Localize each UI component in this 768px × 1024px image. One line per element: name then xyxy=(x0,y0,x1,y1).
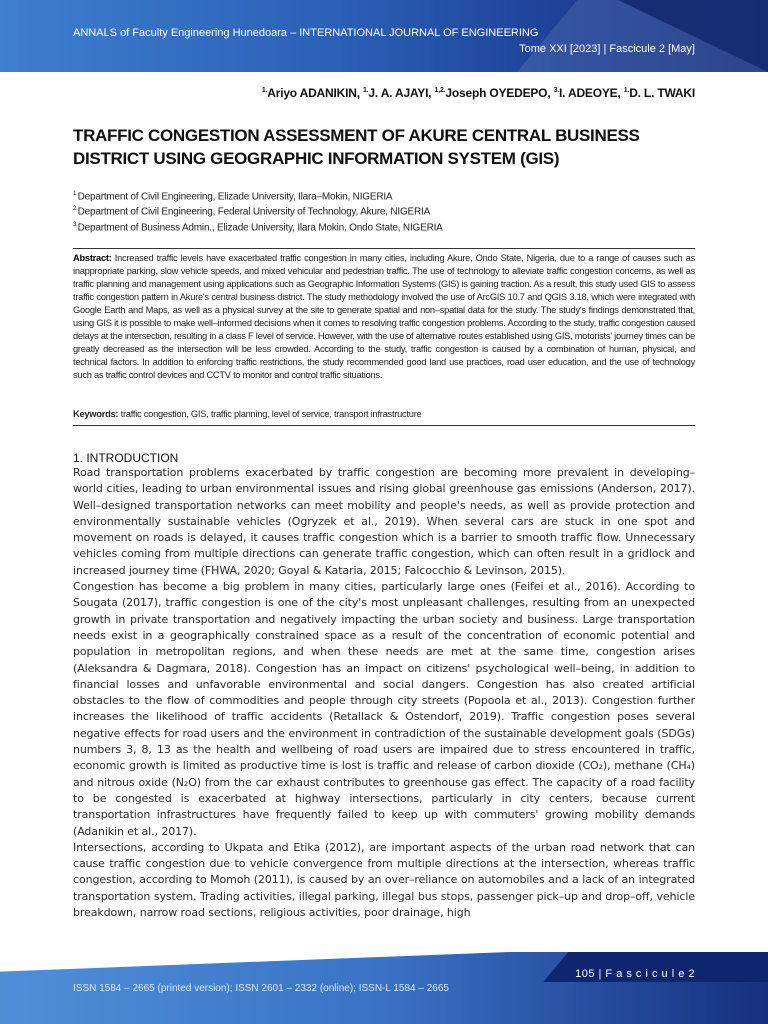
header-corner-decoration xyxy=(618,0,768,72)
journal-name: ANNALS of Faculty Engineering Hunedoara – INTERNATIONAL JOURNAL OF ENGINEERING xyxy=(73,27,539,39)
author-affil-sup: 3. xyxy=(553,87,560,94)
paragraph: Road transportation problems exacerbated by traffic congestion are becoming more prevalent in developing–world cities, leading to urban environmental issues and rising global greenhouse gas emissions (Anderson, 2017). Well–designed transportation networks can meet mobility and people's needs, as well as provide protection and environmentally sustainable vehicles (Ogryzek et al., 2019). When several cars are stuck in one spot and movement on roads is delayed, it causes traffic congestion which is a barrier to smooth traffic flow. Unnecessary vehicles coming from multiple directions can generate traffic congestion, which can often result in a gridlock and increased journey time (FHWA, 2020; Goyal & Kataria, 2015; Falcocchio & Levinson, 2015). xyxy=(73,466,695,577)
author-affil-sup: 1. xyxy=(623,87,630,94)
affiliation-text: Department of Civil Engineering, Elizade University, Ilara–Mokin, NIGERIA xyxy=(77,191,393,203)
affiliation-sup: 2. xyxy=(73,206,78,213)
paragraph: Congestion has become a big problem in many cities, particularly large ones (Feifei et al., 2016). According to Sougata (2017), traffic congestion is one of the city's most unpleasant challenges, resulting from an unexpected growth in private transportation and negatively impacting the urban society and business. Large transportation needs exist in a geographically constrained space as a result of the concentration of economic potential and population in metropolitan regions, and when these needs are met at the same time, congestion arises (Aleksandra & Dagmara, 2018). Congestion has an impact on citizens' psychological well–being, in addition to financial losses and unfavorable environmental and social dangers. Congestion has also created artificial obstacles to the flow of commodities and people through city streets (Popoola et al., 2013). Congestion further increases the likelihood of traffic accidents (Retallack & Ostendorf, 2019). Traffic congestion poses several negative effects for road users and the environment in contradiction of the sustainable development goals (SDGs) numbers 3, 8, 13 as the health and wellbeing of road users are impaired due to stress encountered in traffic, economic growth is limited as productive time is lost is traffic and release of carbon dioxide (CO₂), methane (CH₄) and nitrous oxide (N₂O) from the car exhaust contributes to greenhouse gas effect. The capacity of a road facility to be congested is exacerbated at highway intersections, particularly in city centers, because current transportation infrastructures have frequently failed to keep up with commuters' growing mobility demands (Adanikin et al., 2017). xyxy=(73,580,695,838)
author-name: Joseph OYEDEPO, xyxy=(445,86,554,100)
author-name: D. L. TWAKI xyxy=(629,86,695,100)
author-name: I. ADEOYE, xyxy=(559,86,624,100)
paper-title: TRAFFIC CONGESTION ASSESSMENT OF AKURE CENTRAL BUSINESS DISTRICT USING GEOGRAPHIC INFORMATION SYSTEM (GIS) xyxy=(73,126,640,168)
affiliation-text: Department of Business Admin., Elizade University, Ilara Mokin, Ondo State, NIGERIA xyxy=(77,221,443,233)
abstract-top-rule xyxy=(73,248,695,249)
abstract-label: Abstract: xyxy=(73,253,112,263)
affiliation-line xyxy=(73,219,443,234)
author-affil-sup: 1,2. xyxy=(434,87,446,94)
paragraph: Intersections, according to Ukpata and Etika (2012), are important aspects of the urban road network that can cause traffic congestion due to vehicle convergence from multiple directions at the intersection, whereas traffic congestion, according to Momoh (2011), is caused by an over–reliance on automobiles and a lack of an integrated transportation system. Trading activities, illegal parking, illegal bus stops, passenger pick–up and drop–off, vehicle breakdown, narrow road sections, religious activities, poor drainage, high xyxy=(73,840,695,920)
author-affil-sup: 1. xyxy=(261,87,268,94)
abstract-bottom-rule xyxy=(73,425,695,426)
affiliations xyxy=(73,188,443,234)
abstract xyxy=(73,252,695,382)
issue-info: Tome XXI [2023] | Fascicule 2 [May] xyxy=(519,43,695,55)
affiliation-text: Department of Civil Engineering, Federal University of Technology, Akure, NIGERIA xyxy=(77,206,431,218)
affiliation-sup: 1. xyxy=(73,191,78,197)
keywords-text: traffic congestion, GIS, traffic planning, level of service, transport infrastructure xyxy=(120,409,422,419)
body-text xyxy=(73,465,695,921)
author-affil-sup: 1. xyxy=(362,87,369,94)
abstract-text: Increased traffic levels have exacerbated traffic congestion in many cities, including Akure, Ondo State, Nigeria, due to a range of causes such as inappropriate parking, slow vehicle speeds, and mixed vehicular and pedestrian traffic. The use of technology to alleviate traffic congestion concerns, as well as traffic planning and management using applications such as Geographic Information Systems (GIS) is gaining traction. As a result, this study used GIS to assess traffic congestion pattern in Akure's central business district. The study methodology involved the use of ArcGIS 10.7 and QGIS 3.18, which were integrated with Google Earth and Maps, as well as a physical survey at the site to generate spatial and non–spatial data for the study. The study's findings demonstrated that, using GIS it is possible to make well–informed decisions when it comes to resolving traffic congestion problems. According to the study, traffic congestion caused delays at the intersection, resulting in a class F level of service. However, with the use of alternative routes established using GIS, motorists' journey times can be greatly decreased as the intersection will be less crowded. According to the study, traffic congestion is caused by a combination of human, physical, and technical factors. In addition to enforcing traffic restrictions, the study recommended good land use practices, road user education, and the use of technology such as traffic control devices and CCTV to monitor and control traffic situations. xyxy=(73,253,695,380)
footer-decoration xyxy=(0,952,510,972)
affiliation-sup: 3. xyxy=(73,221,78,228)
author-name: Ariyo ADANIKIN, xyxy=(267,86,363,100)
affiliation-line xyxy=(73,188,443,203)
author-list xyxy=(262,86,695,100)
author-name: J. A. AJAYI, xyxy=(368,86,435,100)
issn-line: ISSN 1584 – 2665 (printed version); ISSN 2601 – 2332 (online); ISSN-L 1584 – 2665 xyxy=(73,983,449,994)
page-number: 105 | F a s c i c u l e 2 xyxy=(575,968,695,980)
affiliation-line xyxy=(73,203,443,218)
keywords-label: Keywords: xyxy=(73,409,119,419)
keywords xyxy=(73,409,421,419)
section-heading: 1. INTRODUCTION xyxy=(73,451,179,465)
